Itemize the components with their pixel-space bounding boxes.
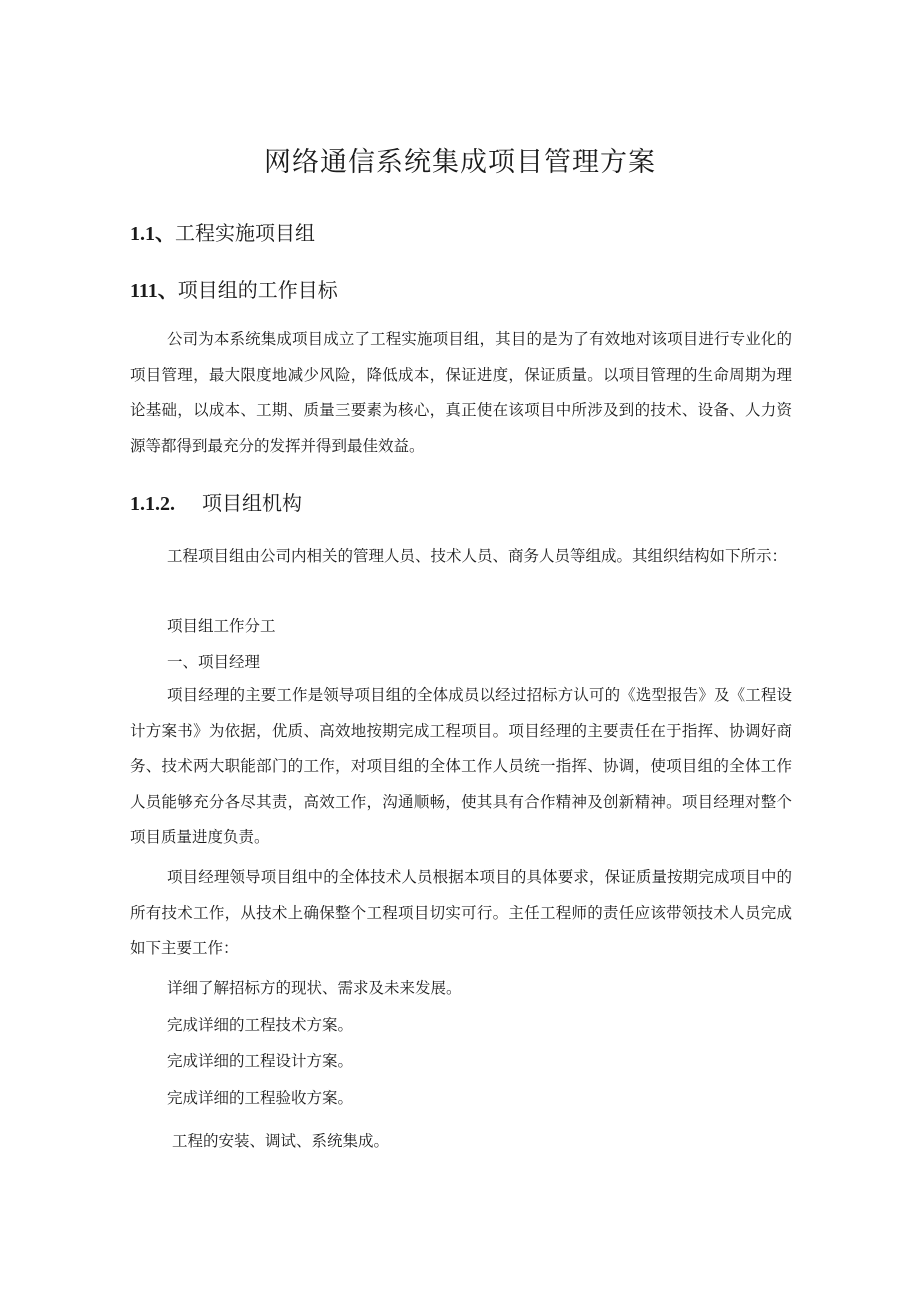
section-heading-1-1 bbox=[130, 218, 315, 249]
section-heading-1-1-2 bbox=[130, 488, 302, 519]
document-title: 网络通信系统集成项目管理方案 bbox=[264, 147, 656, 178]
paragraph-pm-lead: 项目经理领导项目组中的全体技术人员根据本项目的具体要求，保证质量按期完成项目中的所有技术工作，从技术上确保整个工程项目切实可行。主任工程师的责任应该带领技术人员完成如下主要工作： bbox=[130, 868, 792, 957]
line-work-division: 项目组工作分工 bbox=[167, 617, 276, 635]
section-number: 1.1.2. bbox=[130, 493, 175, 515]
section-title: 项目组的工作目标 bbox=[177, 278, 338, 302]
paragraph-organization: 工程项目组由公司内相关的管理人员、技术人员、商务人员等组成。其组织结构如下所示： bbox=[167, 547, 788, 565]
line-project-manager: 一、项目经理 bbox=[167, 653, 261, 671]
paragraph-pm-duty: 项目经理的主要工作是领导项目组的全体成员以经过招标方认可的《选型报告》及《工程设计方案书》为依据，优质、高效地按期完成工程项目。项目经理的主要责任在于指挥、协调好商务、技术两大职能部门的工作，对项目组的全体工作人员统一指挥、协调，使项目组的全体工作人员能够充分各尽其责，高效工作，沟通顺畅，使其具有合作精神及创新精神。项目经理对整个项目质量进度负责。 bbox=[130, 686, 792, 846]
section-number: 1.1、 bbox=[130, 223, 175, 245]
task-item: 完成详细的工程验收方案。 bbox=[167, 1089, 354, 1107]
section-heading-1-1-1 bbox=[130, 275, 338, 306]
section-title: 工程实施项目组 bbox=[175, 221, 315, 245]
paragraph-work-goal: 公司为本系统集成项目成立了工程实施项目组，其目的是为了有效地对该项目进行专业化的项目管理，最大限度地减少风险，降低成本，保证进度，保证质量。以项目管理的生命周期为理论基础，以成本、工期、质量三要素为核心，真正使在该项目中所涉及到的技术、设备、人力资源等都得到最充分的发挥并得到最佳效益。 bbox=[130, 330, 792, 455]
task-item: 详细了解招标方的现状、需求及未来发展。 bbox=[167, 979, 462, 997]
task-item: 完成详细的工程设计方案。 bbox=[167, 1052, 354, 1070]
section-title: 项目组机构 bbox=[202, 491, 302, 515]
task-item: 完成详细的工程技术方案。 bbox=[167, 1016, 354, 1034]
section-number: 111、 bbox=[130, 280, 178, 302]
task-item: 工程的安装、调试、系统集成。 bbox=[172, 1132, 390, 1150]
